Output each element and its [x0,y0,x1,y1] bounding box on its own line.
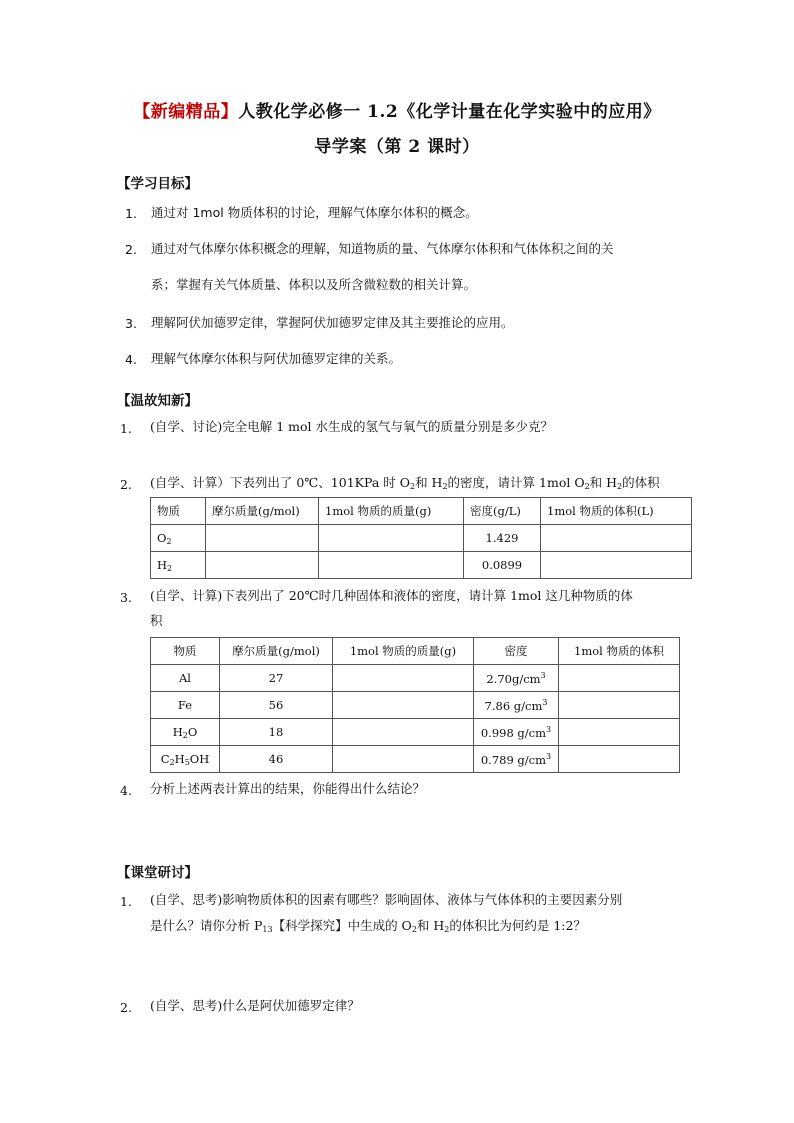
objective-2-number: 2. [125,242,137,257]
classroom-q1-text: (自学、思考)影响物质体积的因素有哪些？影响固体、液体与气体体积的主要因素分别 [150,892,623,907]
table-row [151,665,680,692]
table-cell-molar-mass [206,525,319,552]
table-cell-density: 0.0899 [464,552,541,579]
table-header-cell: 摩尔质量(g/mol) [206,498,319,525]
table-header-cell: 密度(g/L) [464,498,541,525]
table-header-cell: 1mol 物质的体积(L) [541,498,692,525]
objective-2-text-cont: 系；掌握有关气体质量、体积以及所含微粒数的相关计算。 [151,277,477,292]
document-subtitle: 导学案（第 2 课时） [314,137,480,157]
table-header-cell: 密度 [474,638,559,665]
review-q4-number: 4. [120,783,132,798]
table-header-cell: 物质 [151,638,220,665]
classroom-q2-number: 2. [120,1000,132,1015]
table-cell-molar-mass [206,552,319,579]
review-q2-text: (自学、计算）下表列出了 0℃、101KPa 时 $O_2$和 $H_2$的密度，请计算 1mol $O_2$和 $H_2$的体积 [150,475,660,491]
classroom-q1-text-cont: 是什么？请你分析 $P_{13}$【科学探究】中生成的 $O_2$和 $H_2$的体积比为何约是 1:2？ [150,918,586,934]
table-cell-molar-mass: 56 [220,692,333,719]
table-cell-volume [559,665,680,692]
table-cell-mass [333,692,474,719]
table-cell-mass [333,665,474,692]
objective-2-text: 通过对气体摩尔体积概念的理解，知道物质的量、气体摩尔体积和气体体积之间的关 [151,241,614,256]
table-cell-mass [319,552,464,579]
classroom-heading: 【课堂研讨】 [117,865,198,881]
table-row [151,552,692,579]
table-header-cell: 1mol 物质的质量(g) [319,498,464,525]
document-title [0,97,794,122]
table-header-row [151,498,692,525]
table-cell-density: $2.70g/cm^3$ [474,665,559,692]
table-row [151,525,692,552]
table-cell-density: 7.86 $g/cm^3$ [474,692,559,719]
table-header-cell: 1mol 物质的质量(g) [333,638,474,665]
table-cell-mass [333,719,474,746]
table-cell-substance: Fe [151,692,220,719]
review-q1-number: 1. [120,421,132,436]
review-q4-text: 分析上述两表计算出的结果，你能得出什么结论？ [150,781,426,796]
table-header-cell: 1mol 物质的体积 [559,638,680,665]
table-cell-volume [559,719,680,746]
review-q1-text: (自学、讨论)完全电解 1 mol 水生成的氢气与氧气的质量分别是多少克？ [150,419,554,434]
table-cell-substance: $O_2$ [151,525,206,552]
table-cell-density: 0.998 $g/cm^3$ [474,719,559,746]
review-q3-text: (自学、计算)下表列出了 20℃时几种固体和液体的密度，请计算 1mol 这几种物质的体 [150,588,633,603]
objective-4-text: 理解气体摩尔体积与阿伏加德罗定律的关系。 [151,351,402,366]
title-main: 人教化学必修一 1.2《化学计量在化学实验中的应用》 [238,102,661,122]
classroom-q2-text: (自学、思考)什么是阿伏加德罗定律？ [150,998,360,1013]
solid-liquid-density-table [150,637,680,773]
table-row [151,719,680,746]
table-header-cell: 物质 [151,498,206,525]
review-q2-number: 2. [120,477,132,492]
objective-1-number: 1. [125,206,137,221]
table-cell-molar-mass: 18 [220,719,333,746]
table-row [151,692,680,719]
table-cell-substance: $H_2$ [151,552,206,579]
table-cell-volume [541,525,692,552]
objective-4-number: 4. [125,352,137,367]
review-heading: 【温故知新】 [117,393,198,409]
table-header-row [151,638,680,665]
classroom-q1-number: 1. [120,894,132,909]
table-cell-substance: $C_2H_5OH$ [151,746,220,773]
table-cell-volume [559,692,680,719]
title-tag: 【新编精品】 [133,102,239,122]
table-cell-mass [333,746,474,773]
objective-1-text: 通过对 1mol 物质体积的讨论，理解气体摩尔体积的概念。 [151,205,478,220]
table-row [151,746,680,773]
table-cell-volume [541,552,692,579]
table-cell-molar-mass: 46 [220,746,333,773]
review-q3-text-cont: 积 [150,613,163,628]
table-cell-density: 1.429 [464,525,541,552]
objectives-heading: 【学习目标】 [117,176,198,192]
objective-3-text: 理解阿伏加德罗定律，掌握阿伏加德罗定律及其主要推论的应用。 [151,315,514,330]
objective-3-number: 3. [125,316,137,331]
table-cell-substance: Al [151,665,220,692]
table-cell-density: 0.789 $g/cm^3$ [474,746,559,773]
table-cell-molar-mass: 27 [220,665,333,692]
review-q3-number: 3. [120,590,132,605]
table-cell-substance: $H_2O$ [151,719,220,746]
gas-density-table [150,497,692,579]
table-cell-volume [559,746,680,773]
table-cell-mass [319,525,464,552]
table-header-cell: 摩尔质量(g/mol) [220,638,333,665]
